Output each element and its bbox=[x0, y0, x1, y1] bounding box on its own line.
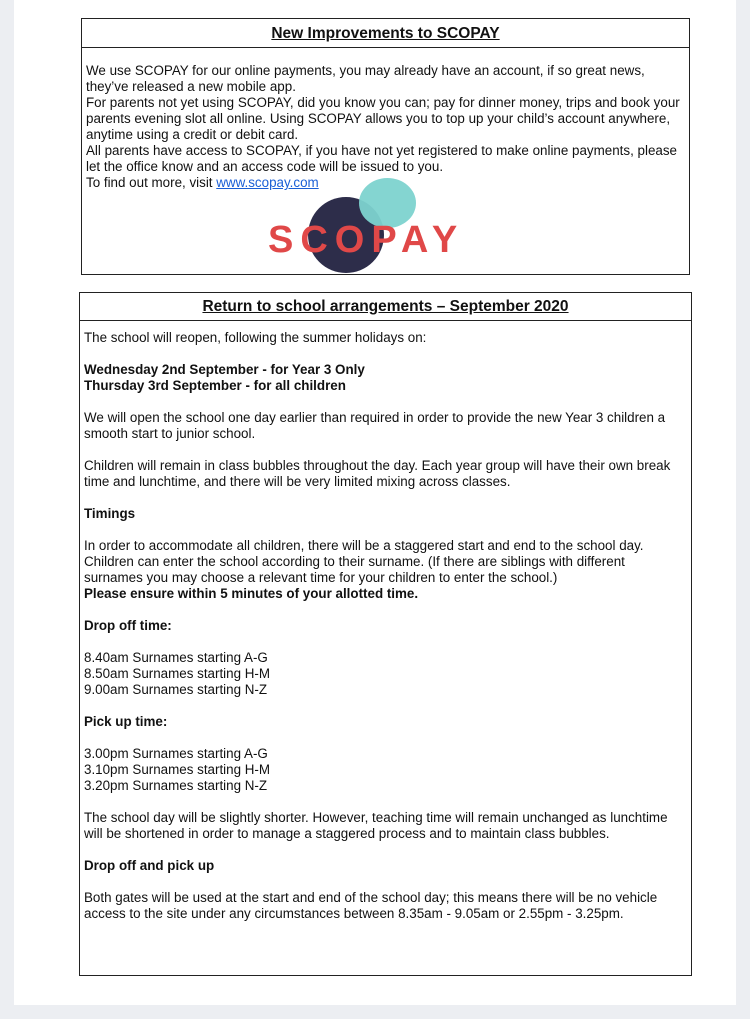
timings-paragraph: In order to accommodate all children, there will be a staggered start and end to the school day. Children can enter the school according to their surname. (If there are siblings with different surnames you may choose a relevant time for your children to enter the school.) bbox=[84, 538, 644, 585]
timings-heading: Timings bbox=[84, 506, 136, 521]
logo-wordmark: SCOPAY bbox=[268, 219, 465, 261]
dropoff-item: 9.00am Surnames starting N-Z bbox=[84, 682, 268, 697]
gates-heading: Drop off and pick up bbox=[84, 858, 215, 873]
bubbles-paragraph: Children will remain in class bubbles throughout the day. Each year group will have their own break time and lunchtime, and there will be very limited mixing across classes. bbox=[84, 458, 671, 489]
scopay-heading: New Improvements to SCOPAY bbox=[271, 25, 500, 42]
timings-bold-note: Please ensure within 5 minutes of your allotted time. bbox=[84, 586, 419, 601]
scopay-body bbox=[82, 63, 689, 191]
reopen-date-1: Wednesday 2nd September - for Year 3 Only bbox=[84, 362, 365, 377]
dropoff-item: 8.40am Surnames starting A-G bbox=[84, 650, 268, 665]
return-section bbox=[79, 292, 692, 976]
scopay-link[interactable]: www.scopay.com bbox=[216, 175, 319, 190]
scopay-logo bbox=[82, 177, 689, 271]
pickup-item: 3.10pm Surnames starting H-M bbox=[84, 762, 271, 777]
pickup-item: 3.00pm Surnames starting A-G bbox=[84, 746, 268, 761]
heading-divider bbox=[80, 320, 691, 321]
heading-divider bbox=[82, 47, 689, 48]
intro-text: The school will reopen, following the summer holidays on: bbox=[84, 330, 427, 345]
scopay-paragraph-2: For parents not yet using SCOPAY, did you know you can; pay for dinner money, trips and book your parents evening slot all online. Using SCOPAY allows you to top up your child’s account anywhere, anytime using a credit or debit card. bbox=[86, 95, 680, 142]
dropoff-heading: Drop off time: bbox=[84, 618, 172, 633]
shorter-day-paragraph: The school day will be slightly shorter. However, teaching time will remain unchanged as lunchtime will be shortened in order to manage a staggered process and to maintain class bubbles. bbox=[84, 810, 668, 841]
find-out-text: To find out more, visit bbox=[86, 175, 217, 190]
return-heading: Return to school arrangements – September 2020 bbox=[202, 298, 569, 315]
pickup-heading: Pick up time: bbox=[84, 714, 168, 729]
open-early-paragraph: We will open the school one day earlier than required in order to provide the new Year 3 children a smooth start to junior school. bbox=[84, 410, 666, 441]
dropoff-item: 8.50am Surnames starting H-M bbox=[84, 666, 271, 681]
scopay-paragraph-1: We use SCOPAY for our online payments, you may already have an account, if so great news, they’ve released a new mobile app. bbox=[86, 63, 645, 94]
document-page bbox=[14, 0, 736, 1005]
pickup-item: 3.20pm Surnames starting N-Z bbox=[84, 778, 268, 793]
scopay-paragraph-3: All parents have access to SCOPAY, if you have not yet registered to make online payments, please let the office know and an access code will be issued to you. bbox=[86, 143, 677, 174]
gates-paragraph: Both gates will be used at the start and end of the school day; this means there will be no vehicle access to the site under any circumstances between 8.35am - 9.05am or 2.55pm - 3.25pm. bbox=[84, 890, 658, 921]
return-body bbox=[80, 330, 691, 922]
scopay-section bbox=[81, 18, 690, 275]
reopen-date-2: Thursday 3rd September - for all children bbox=[84, 378, 346, 393]
